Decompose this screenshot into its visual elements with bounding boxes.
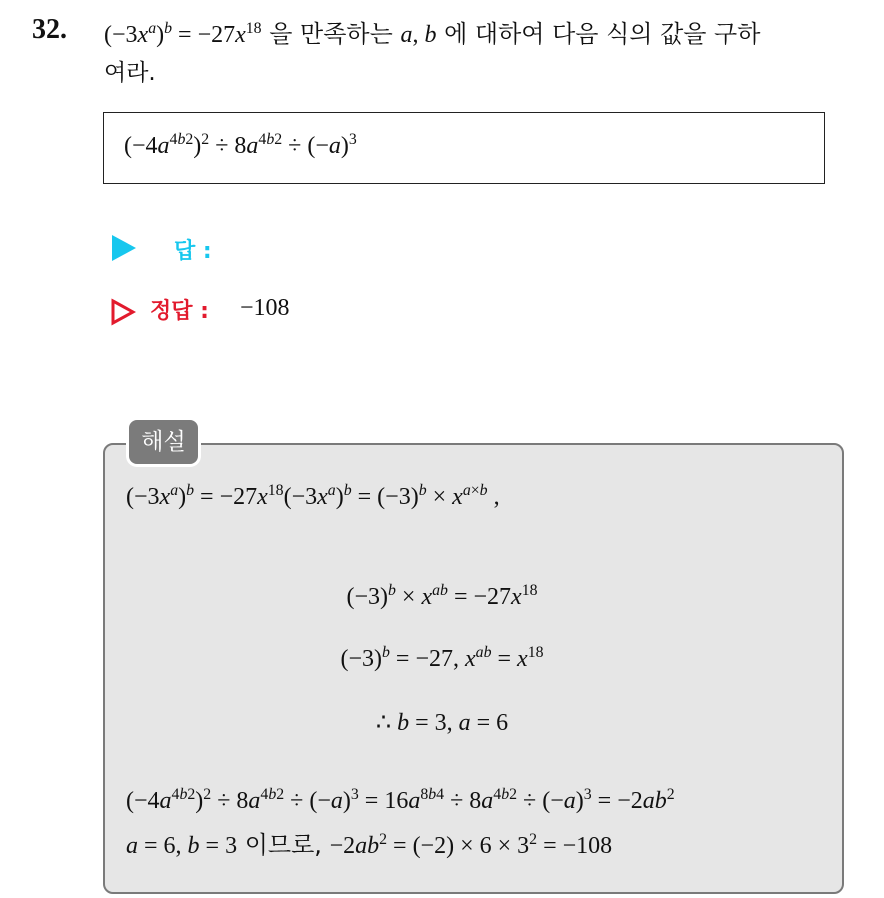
solution-line-6-result: $-2ab^2 = (-2) \times 6 \times 3^2 = -108$ xyxy=(329,831,613,859)
question-text-1: 을 만족하는 xyxy=(269,20,393,48)
question-text-3: 여라. xyxy=(104,60,156,86)
expression: $(-4a^{4b2})^2 \div 8a^{4b2} \div (-a)^3$ xyxy=(124,131,357,159)
solution-line-6 xyxy=(126,825,612,860)
question-condition: $(-3x^a)^b = -27x^{18}$ xyxy=(104,20,262,48)
correct-answer-label: 정답 : xyxy=(150,299,209,324)
answer-label: 답 : xyxy=(174,239,212,264)
question-line-1 xyxy=(104,14,760,49)
outline-play-icon xyxy=(110,298,136,326)
solution-line-3: $(-3)^b = -27$, $x^{ab} = x^{18}$ xyxy=(340,644,544,672)
expression-box xyxy=(103,112,825,184)
correct-answer-value: −108 xyxy=(240,295,290,321)
solution-line-5: $(-4a^{4b2})^2 \div 8a^{4b2} \div (-a)^3 = 16a^{8b4} \div 8a^{4b2} \div (-a)^3 = -2ab^2$ xyxy=(126,786,675,814)
solution-line-6-math: a = 6, b = 3 xyxy=(126,833,238,859)
question-var-b: b xyxy=(424,22,437,48)
solution-line-6-text: 이므로, xyxy=(244,831,322,859)
solution-line-1: $(-3x^a)^b = -27x^{18}(-3x^a)^b = (-3)^b \times x^{a\times b}$ , xyxy=(126,482,500,510)
play-icon xyxy=(112,235,136,261)
question-number: 32. xyxy=(32,14,67,45)
question-text-2: 에 대하여 다음 식의 값을 구하 xyxy=(444,20,761,48)
question-var-a: a xyxy=(400,22,413,48)
solution-line-4: ∴ b = 3, a = 6 xyxy=(375,710,509,736)
question-sep: , xyxy=(412,22,419,48)
solution-tab: 해설 xyxy=(129,420,198,464)
solution-line-2: $(-3)^b \times x^{ab} = -27x^{18}$ xyxy=(346,582,538,610)
